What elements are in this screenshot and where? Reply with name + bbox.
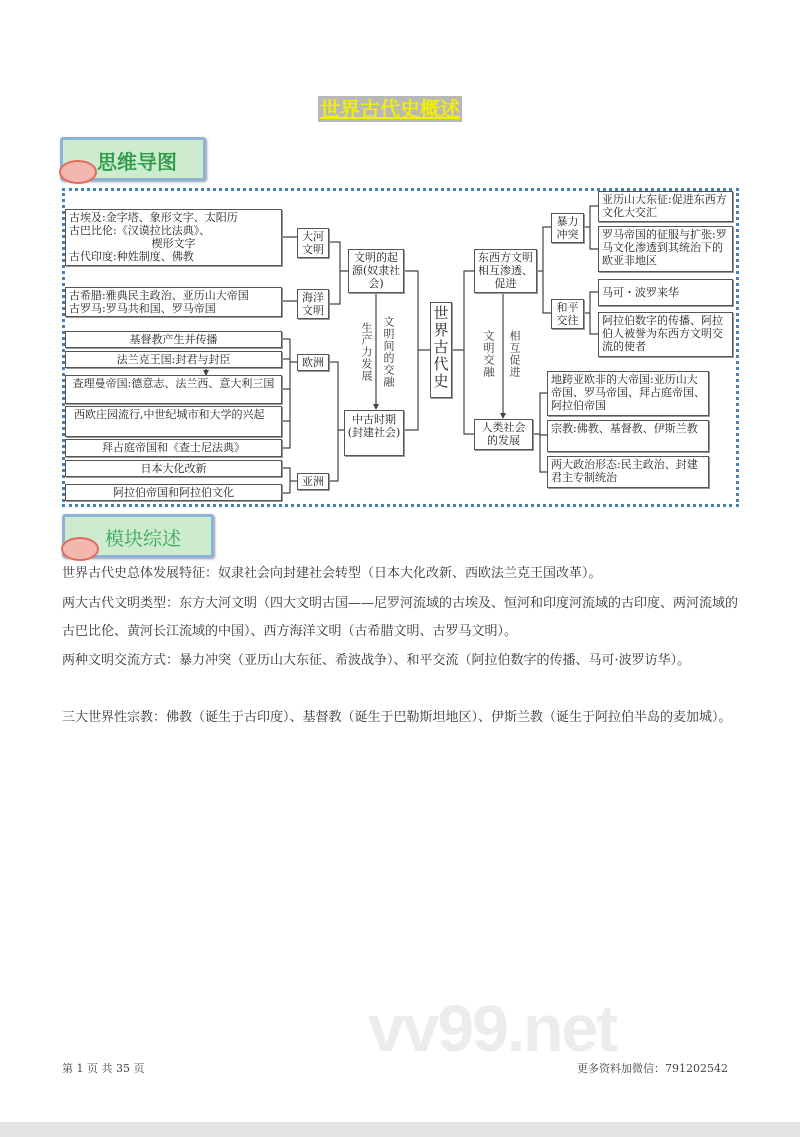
ocean-civilization-node: 海洋文明 bbox=[297, 289, 329, 319]
asia-item: 日本大化改新 bbox=[65, 460, 282, 477]
page-title: 世界古代史概述 bbox=[320, 97, 460, 121]
violent-node: 暴力冲突 bbox=[551, 213, 584, 243]
summary-paragraph: 两种文明交流方式：暴力冲突（亚历山大东征、希波战争）、和平交流（阿拉伯数字的传播、马可·波罗访华）。 bbox=[62, 653, 691, 668]
promote-label: 相互促进 bbox=[508, 330, 521, 378]
river-civilization-box bbox=[65, 209, 282, 266]
item-egypt: 古埃及:金字塔、象形文字、太阳历 bbox=[69, 211, 238, 224]
section-title: 思维导图 bbox=[97, 150, 177, 174]
fusion-label-left: 文明间的交融 bbox=[382, 316, 395, 388]
europe-item: 法兰克王国:封君与封臣 bbox=[65, 351, 282, 368]
summary-paragraph: 两大古代文明类型：东方大河文明（四大文明古国——尼罗河流域的古埃及、恒河和印度河流域的古印度、两河流域的古巴比伦、黄河长江流域的中国）、西方海洋文明（古希腊文明、古罗马文明）。 bbox=[62, 596, 739, 639]
contact-info: 更多资料加微信：791202542 bbox=[577, 1062, 728, 1075]
asia-item: 阿拉伯帝国和阿拉伯文化 bbox=[65, 484, 282, 501]
human-society-node: 人类社会的发展 bbox=[474, 419, 533, 450]
violent-item: 罗马帝国的征服与扩张:罗马文化渗透到其统治下的欧亚非地区 bbox=[598, 226, 733, 272]
item-babylon-cont: 楔形文字 bbox=[151, 237, 196, 250]
item-babylon: 古巴比伦:《汉谟拉比法典》、 bbox=[69, 224, 211, 237]
page-number: 第 1 页 共 35 页 bbox=[62, 1062, 145, 1075]
europe-item: 拜占庭帝国和《查士尼法典》 bbox=[65, 439, 282, 457]
violent-item: 亚历山大东征:促进东西方文化大交汇 bbox=[598, 191, 733, 222]
river-civilization-node: 大河文明 bbox=[297, 228, 329, 258]
fusion-label-right: 文明交融 bbox=[482, 330, 495, 378]
ocean-civilization-box bbox=[65, 287, 282, 317]
section-title: 模块综述 bbox=[105, 528, 182, 550]
center-node: 世界古代史 bbox=[430, 302, 452, 398]
peaceful-item: 阿拉伯数字的传播、阿拉伯人被誉为东西方文明交流的使者 bbox=[598, 312, 733, 357]
medieval-node: 中古时期(封建社会) bbox=[344, 410, 404, 456]
summary-paragraph: 世界古代史总体发展特征：奴隶社会向封建社会转型（日本大化改新、西欧法兰克王国改革）。 bbox=[62, 566, 602, 581]
human-item: 地跨亚欧非的大帝国:亚历山大帝国、罗马帝国、拜占庭帝国、阿拉伯帝国 bbox=[547, 371, 709, 416]
productivity-label: 生产力发展 bbox=[360, 322, 373, 382]
peaceful-item: 马可・波罗来华 bbox=[598, 279, 733, 306]
europe-item: 基督教产生并传播 bbox=[65, 331, 282, 348]
section-header-summary bbox=[62, 514, 214, 558]
europe-item: 西欧庄园流行,中世纪城市和大学的兴起 bbox=[65, 406, 282, 437]
europe-node: 欧洲 bbox=[297, 354, 329, 371]
cloud-icon bbox=[61, 537, 99, 561]
item-india: 古代印度:种姓制度、佛教 bbox=[69, 250, 194, 263]
summary-paragraph: 三大世界性宗教：佛教（诞生于古印度）、基督教（诞生于巴勒斯坦地区）、伊斯兰教（诞生于阿拉伯半岛的麦加城）。 bbox=[62, 710, 732, 725]
origin-node: 文明的起源(奴隶社会) bbox=[348, 249, 404, 293]
watermark: vv99.net bbox=[368, 991, 617, 1065]
bottom-bar bbox=[0, 1122, 800, 1137]
europe-item: 查理曼帝国:德意志、法兰西、意大利三国 bbox=[65, 375, 282, 404]
asia-node: 亚洲 bbox=[297, 473, 329, 490]
item-greece: 古希腊:雅典民主政治、亚历山大帝国 bbox=[69, 289, 249, 302]
item-rome: 古罗马:罗马共和国、罗马帝国 bbox=[69, 302, 216, 315]
human-item: 宗教:佛教、基督教、伊斯兰教 bbox=[547, 420, 709, 452]
peaceful-node: 和平交往 bbox=[551, 299, 584, 329]
human-item: 两大政治形态:民主政治、封建君主专制统治 bbox=[547, 456, 709, 488]
eastwest-node: 东西方文明相互渗透、促进 bbox=[474, 249, 537, 293]
